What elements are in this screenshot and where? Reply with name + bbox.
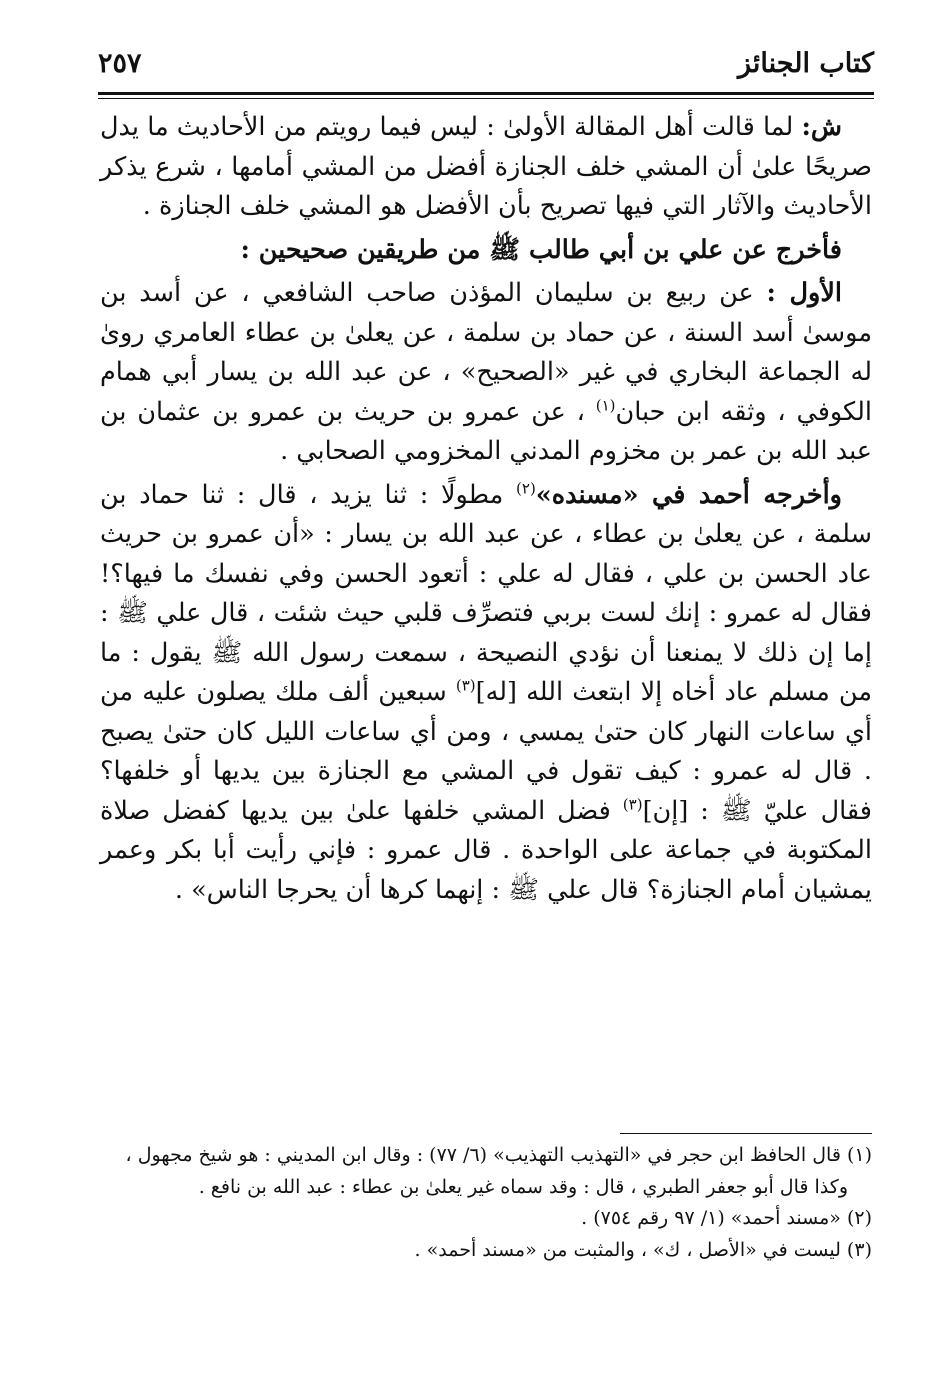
footnote-3: (٣) ليست في «الأصل ، ك» ، والمثبت من «مسند أحمد» . bbox=[414, 1238, 872, 1261]
footnote-ref[interactable]: (٣) bbox=[455, 676, 476, 695]
main-text bbox=[100, 108, 872, 910]
header-rule-thin bbox=[98, 98, 874, 99]
footnote-1-continued: وكذا قال أبو جعفر الطبري ، قال : وقد سماه غير يعلىٰ بن عطاء : عبد الله بن نافع . bbox=[198, 1175, 848, 1198]
paragraph-ahmad bbox=[100, 476, 872, 911]
paragraph-intro bbox=[100, 108, 872, 227]
header-rule-thick bbox=[98, 92, 874, 95]
paragraph-text: ، عن عمرو بن حريث بن عمرو بن عثمان بن عبد الله بن عمر بن مخزوم المدني المخزومي الصحابي . bbox=[100, 396, 872, 466]
footnote-2: (٢) «مسند أحمد» (١/ ٩٧ رقم ٧٥٤) . bbox=[581, 1207, 872, 1229]
running-title: كتاب الجنائز bbox=[738, 48, 874, 79]
paragraph-text: لما قالت أهل المقالة الأولىٰ : ليس فيما رويتم من الأحاديث ما يدل صريحًا علىٰ أن المشي خلف الجنازة أفضل من المشي أمامها ، شرع يذكر الأحاديث والآثار التي فيها تصريح بأن الأفضل هو المشي خلف الجنازة . bbox=[100, 112, 872, 221]
paragraph-lead: ش: bbox=[801, 112, 842, 142]
paragraph-text: فضل المشي خلفها علىٰ بين يديها كفضل صلاة المكتوبة في جماعة على الواحدة . قال عمرو : فإني رأيت أبا بكر وعمر يمشيان أمام الجنازة؟ قال علي ﷺ : إنهما كرها أن يحرجا الناس» . bbox=[100, 795, 872, 905]
footnote-ref[interactable]: (١) bbox=[595, 396, 616, 414]
paragraph-first-chain bbox=[100, 274, 872, 472]
paragraph-text: سبعين ألف ملك يصلون عليه من أي ساعات النهار كان حتىٰ يمسي ، ومن أي ساعات الليل كان حتىٰ يصبح . قال له عمرو : كيف تقول في المشي مع الجنازة بين يديها أو خلفها؟ فقال عليّ ﷺ : [إن] bbox=[100, 677, 873, 826]
footnote-ref[interactable]: (٢) bbox=[516, 479, 536, 497]
paragraph-text: مطولًا : ثنا يزيد ، قال : ثنا حماد بن سلمة ، عن يعلىٰ بن عطاء ، عن عبد الله بن يسار : «أن عمرو بن حريث عاد الحسن بن علي ، فقال له علي : أتعود الحسن وفي نفسك ما فيها؟! فقال له عمرو : إنك لست بربي فتصرِّف قلبي حيث شئت ، قال علي ﷺ : إما إن ذلك لا يمنعنا أن نؤدي النصيحة ، سمعت رسول الله ﷺ يقول : ما من مسلم عاد أخاه إلا ابتعث الله [له] bbox=[100, 479, 873, 707]
paragraph-lead: وأخرجه أحمد في «مسنده» bbox=[535, 479, 842, 510]
section-heading: فأخرج عن علي بن أبي طالب ﷺ من طريقين صحيحين : bbox=[240, 234, 842, 265]
footnote-1: (١) قال الحافظ ابن حجر في «التهذيب التهذيب» (٦/ ٧٧) : وقال ابن المديني : هو شيخ مجهول ، bbox=[125, 1144, 872, 1166]
page-header bbox=[98, 40, 874, 94]
footnote-ref[interactable]: (٣) bbox=[622, 795, 643, 813]
paragraph-text: عن ربيع بن سليمان المؤذن صاحب الشافعي ، عن أسد بن موسىٰ أسد السنة ، عن حماد بن سلمة ، عن يعلىٰ بن عطاء العامري روىٰ له الجماعة البخاري في غير «الصحيح» ، عن عبد الله بن يسار أبي همام الكوفي ، وثقه ابن حبان bbox=[100, 278, 872, 427]
paragraph-lead: الأول : bbox=[766, 278, 842, 308]
footnote-separator bbox=[620, 1133, 872, 1134]
footnotes bbox=[100, 1140, 872, 1266]
page-number: ٢٥٧ bbox=[98, 48, 142, 79]
